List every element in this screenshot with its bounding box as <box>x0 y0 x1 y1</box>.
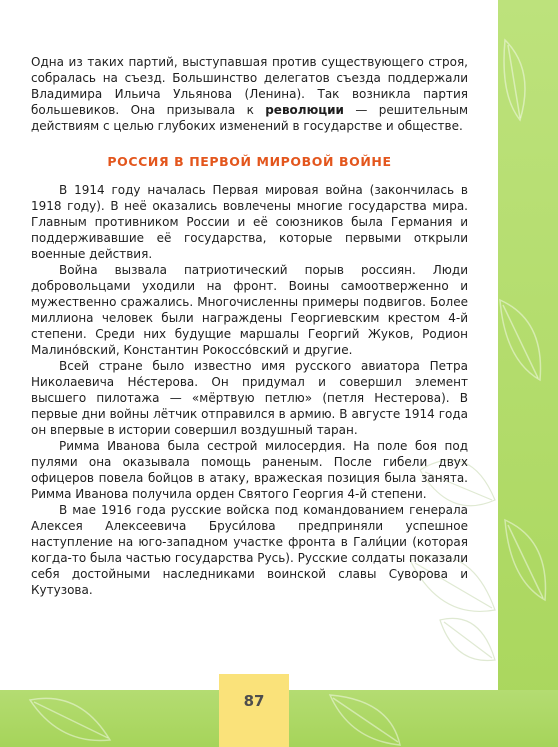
paragraph-nesterov: Всей стране было известно имя русского авиатора Петра Николаевича Не́стерова. Он придумал и совершил элемент высшего пилотажа — «мёртвую петлю» (петля Нестерова). В первые дни войны лётчик отправился в армию. В августе 1914 года он впервые в истории совершил воздушный таран. <box>31 359 468 437</box>
page-content <box>31 54 468 598</box>
paragraph-war-start: В 1914 году началась Первая мировая война (закончилась в 1918 году). В неё оказались вовлечены многие государства мира. Главным противником России и её союзников была Германия и поддерживавшие её государства, которые первыми открыли военные действия. <box>31 183 468 261</box>
intro-text-before: Одна из таких партий, выступавшая против существующего строя, собралась на съезд. Большинство делегатов съезда поддержали Владимира Ильича Ульянова (Ленина). Так возникла партия большевиков. Она призывала к <box>31 55 468 117</box>
paragraph-brusilov: В мае 1916 года русские войска под командованием генерала Алексея Алексеевича Бруси́лова предприняли успешное наступление на юго-западном участке фронта в Гали́ции (которая когда-то была частью государства Русь). Русские солдаты показали себя достойными наследниками воинской славы Суворова и Кутузова. <box>31 503 468 597</box>
page-number-tab <box>219 674 289 747</box>
key-term-revolution: революции <box>265 103 344 117</box>
paragraph-patriotism: Война вызвала патриотический порыв россиян. Люди добровольцами уходили на фронт. Воины самоотверженно и мужественно сражались. Многочисленны примеры подвигов. Более миллиона человек были награждены Георгиевским крестом 4-й степени. Среди них будущие маршалы Георгий Жуков, Родион Малино́вский, Константин Рокоссо́вский и другие. <box>31 263 468 357</box>
section-heading: РОССИЯ В ПЕРВОЙ МИРОВОЙ ВОЙНЕ <box>107 154 392 169</box>
right-green-border <box>498 0 558 747</box>
intro-paragraph <box>31 54 468 134</box>
page-number: 87 <box>243 692 265 710</box>
paragraph-ivanova: Римма Иванова была сестрой милосердия. На поле боя под пулями она оказывала помощь раненым. После гибели двух офицеров повела бойцов в атаку, вражеская позиция была занята. Римма Иванова получила орден Святого Георгия 4-й степени. <box>31 439 468 501</box>
intro-text-after: — решительным действиям с целью глубоких изменений в государстве и обществе. <box>31 103 468 133</box>
